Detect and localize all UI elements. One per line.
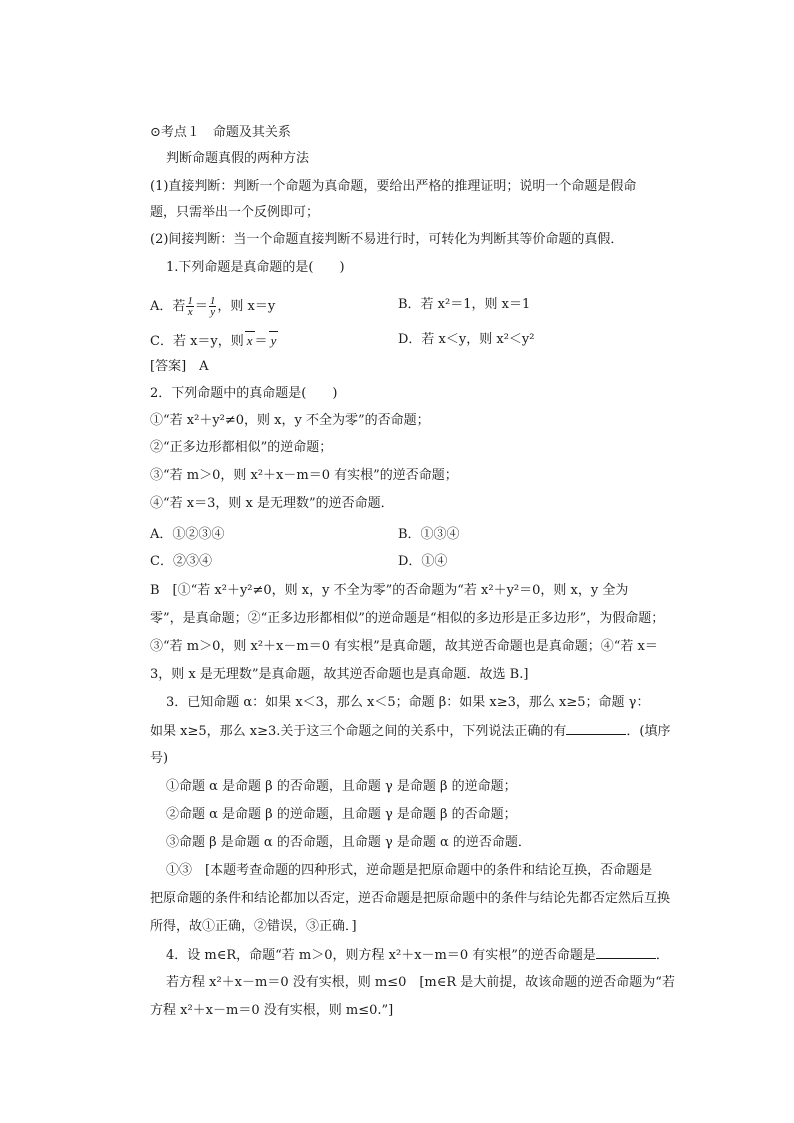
- fraction-numerator: 1: [209, 295, 216, 307]
- q3-stem-line3: 号): [150, 751, 169, 766]
- q2-item-2: ②“正多边形都相似”的逆命题；: [150, 440, 333, 455]
- answer-blank: [566, 722, 626, 735]
- q2-option-a: A．①②③④: [150, 527, 225, 542]
- q3-stem-text-end: ．(填序: [626, 724, 671, 739]
- q1-answer: [答案] A: [150, 359, 209, 374]
- q1-option-d: D．若 x＜y，则 x²＜y²: [398, 332, 535, 347]
- method2-line: (2)间接判断：当一个命题直接判断不易进行时，可转化为判断其等价命题的真假．: [150, 232, 624, 247]
- q3-stem-text: 如果 x≥5，那么 x≥3.关于这三个命题之间的关系中，下列说法正确的有: [150, 724, 567, 739]
- q3-stem-line1: 3．已知命题 α：如果 x＜3，那么 x＜5；命题 β：如果 x≥3，那么 x≥5；命题 γ：: [166, 695, 650, 710]
- q2-stem: 2．下列命题中的真命题是( ): [150, 386, 338, 401]
- q4-stem-text-end: ．: [655, 948, 669, 963]
- q4-solution-line1: 若方程 x²＋x－m＝0 没有实根，则 m≤0 [m∈R 是大前提，故该命题的逆否命题为“若: [166, 975, 675, 990]
- q3-solution-line1: ①③ [本题考查命题的四种形式，逆命题是把原命题中的条件和结论互换，否命题是: [166, 863, 653, 878]
- answer-blank: [596, 946, 656, 959]
- q3-item-3: ③命题 β 是命题 α 的否命题，且命题 γ 是命题 α 的逆否命题．: [166, 835, 531, 850]
- q2-option-b: B．①③④: [398, 527, 460, 542]
- q2-solution-line4: 3，则 x 是无理数”是真命题，故其逆否命题也是真命题．故选 B.]: [150, 667, 529, 682]
- q2-option-d: D．①④: [398, 554, 448, 569]
- q1-option-a: [150, 296, 275, 317]
- q2-item-4: ④“若 x＝3，则 x 是无理数”的逆否命题．: [150, 496, 394, 511]
- q2-solution-line1: B [①“若 x²＋y²≠0，则 x，y 不全为零”的否命题为“若 x²＋y²＝0，则 x，y 全为: [150, 583, 629, 598]
- q1-stem: 1.下列命题是真命题的是( ): [166, 260, 345, 275]
- section-subtitle: 判断命题真假的两种方法: [166, 151, 310, 166]
- sqrt-x: x: [246, 333, 253, 348]
- q1-option-c: [150, 331, 278, 351]
- q3-item-1: ①命题 α 是命题 β 的否命题，且命题 γ 是命题 β 的逆命题；: [166, 779, 517, 794]
- q1-option-c-prefix: C．若 x＝y，则: [150, 334, 244, 349]
- q3-item-2: ②命题 α 是命题 β 的逆命题，且命题 γ 是命题 β 的否命题；: [166, 807, 517, 822]
- q1-option-a-suffix: ，则 x＝y: [217, 299, 276, 314]
- fraction-1-over-x: [186, 296, 194, 317]
- q2-solution-line2: 零”，是真命题；②“正多边形都相似”的逆命题是“相似的多边形是正多边形”，为假命题；: [150, 611, 665, 626]
- q1-option-b: B．若 x²＝1，则 x＝1: [398, 297, 531, 312]
- fraction-denominator: y: [210, 306, 216, 318]
- section-title: ⊙考点１ 命题及其关系: [150, 125, 291, 140]
- q4-stem-text: 4．设 m∈R，命题“若 m＞0，则方程 x²＋x－m＝0 有实根”的逆否命题是: [166, 948, 596, 963]
- q1-option-a-prefix: A．若: [150, 299, 186, 314]
- q4-solution-line2: 方程 x²＋x－m＝0 没有实根，则 m≤0.”]: [150, 1003, 394, 1018]
- q2-solution-line3: ③“若 m＞0，则 x²＋x－m＝0 有实根”是真命题，故其逆否命题也是真命题；④“若 x＝: [150, 639, 658, 654]
- q3-solution-line2: 把原命题的条件和结论都加以否定，逆否命题是把原命题中的条件与结论先都否定然后互换: [150, 891, 671, 906]
- equals-sign: ＝: [254, 334, 268, 349]
- fraction-1-over-y: [209, 296, 217, 317]
- q2-item-3: ③“若 m＞0，则 x²＋x－m＝0 有实根”的逆否命题；: [150, 468, 458, 483]
- q3-stem-line2: [150, 722, 670, 741]
- q3-solution-line3: 所得，故①正确，②错误，③正确．]: [150, 919, 357, 934]
- equals-sign: ＝: [194, 299, 208, 314]
- method1-line2: 题，只需举出一个反例即可；: [150, 205, 320, 220]
- q4-stem: [166, 946, 669, 965]
- fraction-numerator: 1: [187, 295, 193, 307]
- method1-line1: (1)直接判断：判断一个命题为真命题，要给出严格的推理证明；说明一个命题是假命: [150, 179, 637, 194]
- q2-item-1: ①“若 x²＋y²≠0，则 x，y 不全为零”的否命题；: [150, 413, 430, 428]
- q2-option-c: C．②③④: [150, 554, 212, 569]
- fraction-denominator: x: [187, 306, 193, 318]
- sqrt-y: y: [270, 333, 277, 348]
